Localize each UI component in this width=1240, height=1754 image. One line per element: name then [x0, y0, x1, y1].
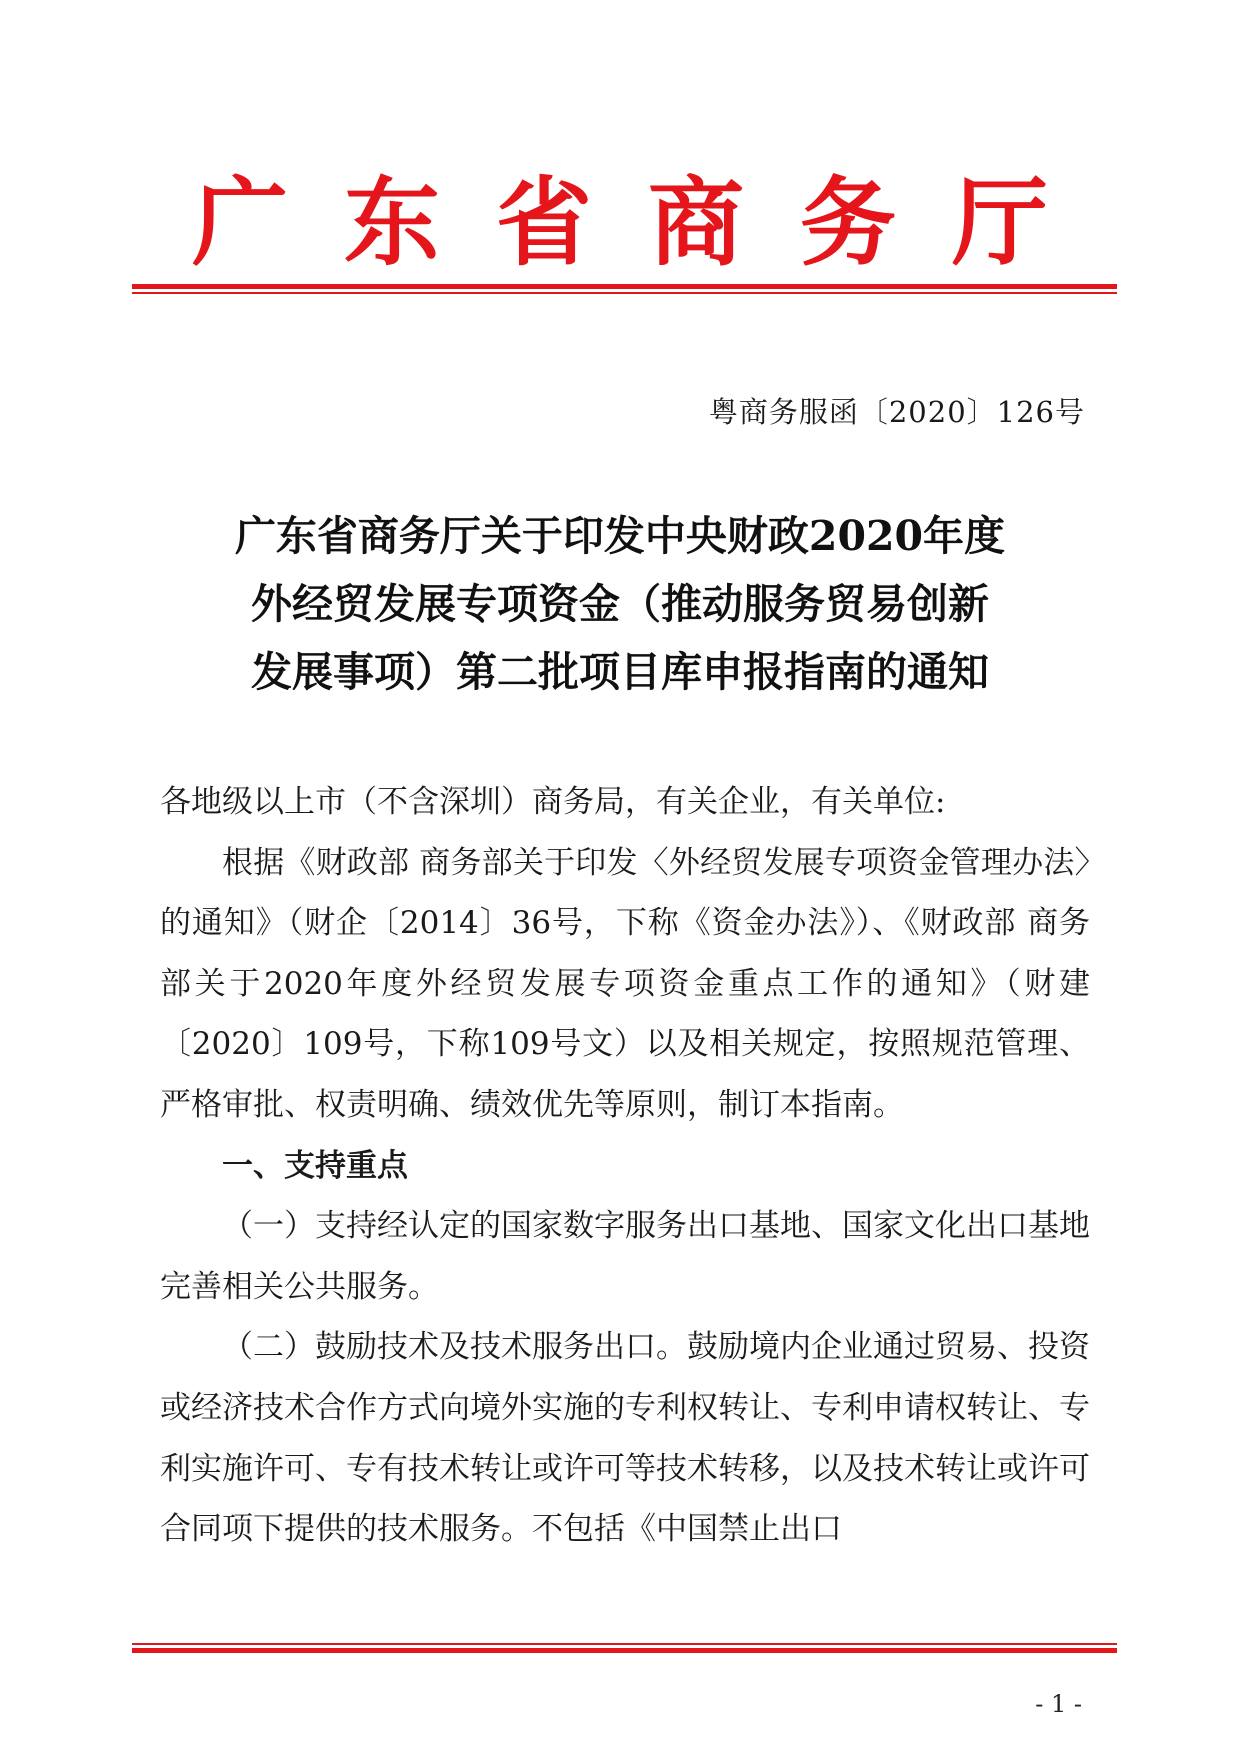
item-2-paragraph: （二）鼓励技术及技术服务出口。鼓励境内企业通过贸易、投资或经济技术合作方式向境外实施的专利权转让、专利申请权转让、专利实施许可、专有技术转让或许可等技术转移，以及技术转让或许可合同项下提供的技术服务。不包括《中国禁止出口	[160, 1329, 1090, 1548]
footer-rule-thin	[132, 1643, 1117, 1645]
footer-rule-thick	[132, 1648, 1117, 1653]
title-line-2: 外经贸发展专项资金（推动服务贸易创新	[251, 580, 989, 628]
page-number: - 1 -	[1035, 1690, 1082, 1718]
header-rule-thin	[132, 292, 1117, 294]
agency-masthead: 广东省商务厅	[192, 166, 1104, 279]
intro-paragraph: 根据《财政部 商务部关于印发〈外经贸发展专项资金管理办法〉的通知》（财企〔2014〕36号，下称《资金办法》）、《财政部 商务部关于2020年度外经贸发展专项资金重点工作的通知》（财建〔2020〕109号，下称109号文）以及相关规定，按照规范管理、严格审批、权责明确、绩效优先等原则，制订本指南。	[160, 844, 1090, 1123]
title-line-3: 发展事项）第二批项目库申报指南的通知	[251, 648, 989, 696]
item-1-paragraph: （一）支持经认定的国家数字服务出口基地、国家文化出口基地完善相关公共服务。	[160, 1208, 1090, 1305]
document-title	[0, 502, 1240, 706]
section-heading: 一、支持重点	[222, 1147, 408, 1184]
salutation: 各地级以上市（不含深圳）商务局，有关企业，有关单位:	[160, 784, 946, 820]
document-body	[160, 772, 1090, 1560]
header-rule-thick	[132, 284, 1117, 289]
title-line-1: 广东省商务厅关于印发中央财政2020年度	[234, 512, 1006, 560]
document-number: 粤商务服函〔2020〕126号	[708, 395, 1085, 429]
